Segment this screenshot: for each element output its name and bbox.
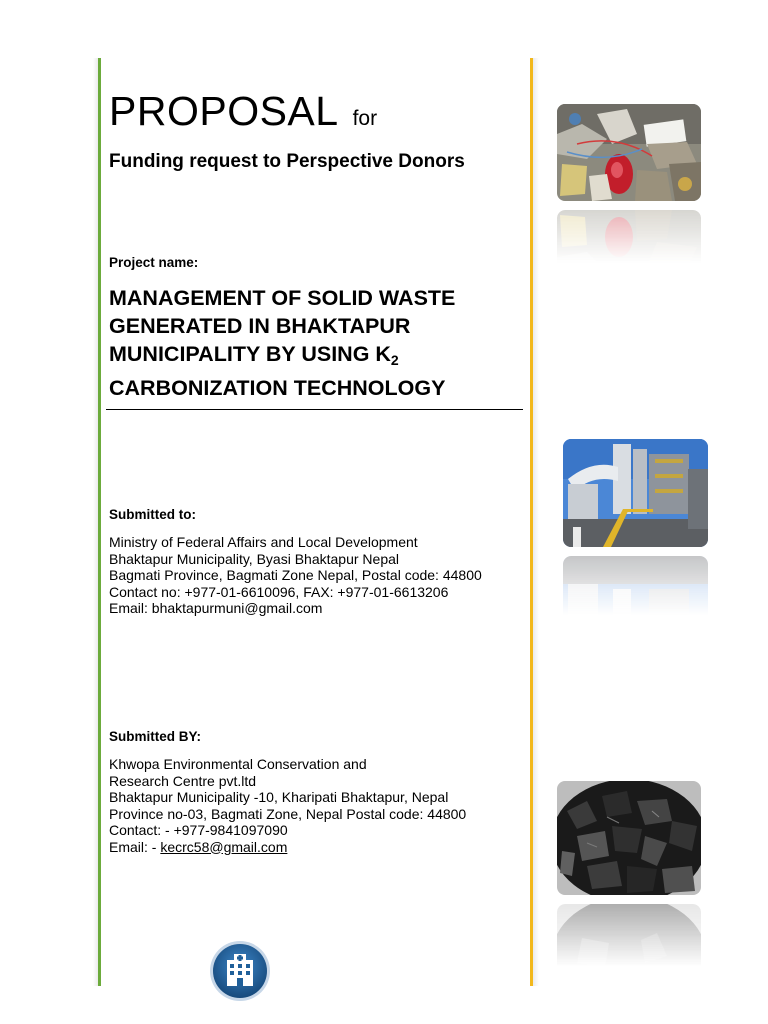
carbonization-plant-reflection	[563, 556, 708, 664]
submitted-by-line: Contact: - +977-9841097090	[109, 822, 288, 838]
submitted-by-label: Submitted BY:	[109, 729, 201, 744]
hospital-building-icon	[209, 940, 271, 1002]
email-link[interactable]: kecrc58@gmail.com	[160, 838, 288, 855]
solid-waste-pile-image	[557, 104, 701, 201]
submitted-by-line: Research Centre pvt.ltd	[109, 772, 257, 789]
submitted-by-email-line	[109, 839, 466, 856]
document-subtitle: Funding request to Perspective Donors	[109, 151, 465, 172]
submitted-to-line: Contact no: +977-01-6610096, FAX: +977-01-6613206	[109, 583, 449, 600]
project-title-line-3	[109, 340, 519, 374]
project-title-subscript: 2	[390, 352, 399, 368]
submitted-by-address	[109, 756, 466, 855]
submitted-to-address	[109, 534, 482, 617]
project-name-label: Project name:	[109, 255, 199, 270]
submitted-to-line: Ministry of Federal Affairs and Local Development	[109, 534, 418, 550]
email-prefix: Email: -	[109, 838, 161, 855]
submitted-to-line: Bhaktapur Municipality, Byasi Bhaktapur Nepal	[109, 550, 400, 567]
submitted-to-line: Email: bhaktapurmuni@gmail.com	[109, 600, 323, 616]
project-title-line-3-text: MUNICIPALITY BY USING K	[109, 342, 391, 366]
right-bar-shadow	[533, 58, 539, 986]
project-title-line-4: CARBONIZATION TECHNOLOGY	[109, 376, 446, 400]
document-title	[109, 88, 377, 135]
charcoal-image	[557, 781, 701, 895]
project-title	[109, 284, 519, 402]
submitted-by-line: Bhaktapur Municipality -10, Kharipati Bhaktapur, Nepal	[109, 789, 449, 805]
project-title-line-2: GENERATED IN BHAKTAPUR	[109, 314, 411, 338]
title-proposal: PROPOSAL	[109, 88, 339, 134]
left-accent-bar	[98, 58, 101, 986]
charcoal-reflection	[557, 904, 701, 1018]
submitted-by-line: Province no-03, Bagmati Zone, Nepal Postal code: 44800	[109, 805, 467, 822]
title-for: for	[352, 107, 378, 130]
project-title-line-1: MANAGEMENT OF SOLID WASTE	[109, 286, 456, 310]
carbonization-plant-image	[563, 439, 708, 547]
submitted-to-line: Bagmati Province, Bagmati Zone Nepal, Postal code: 44800	[109, 567, 482, 583]
solid-waste-pile-reflection	[557, 210, 701, 307]
submitted-to-label: Submitted to:	[109, 507, 196, 522]
title-divider	[106, 409, 523, 410]
submitted-by-line: Khwopa Environmental Conservation and	[109, 756, 367, 772]
